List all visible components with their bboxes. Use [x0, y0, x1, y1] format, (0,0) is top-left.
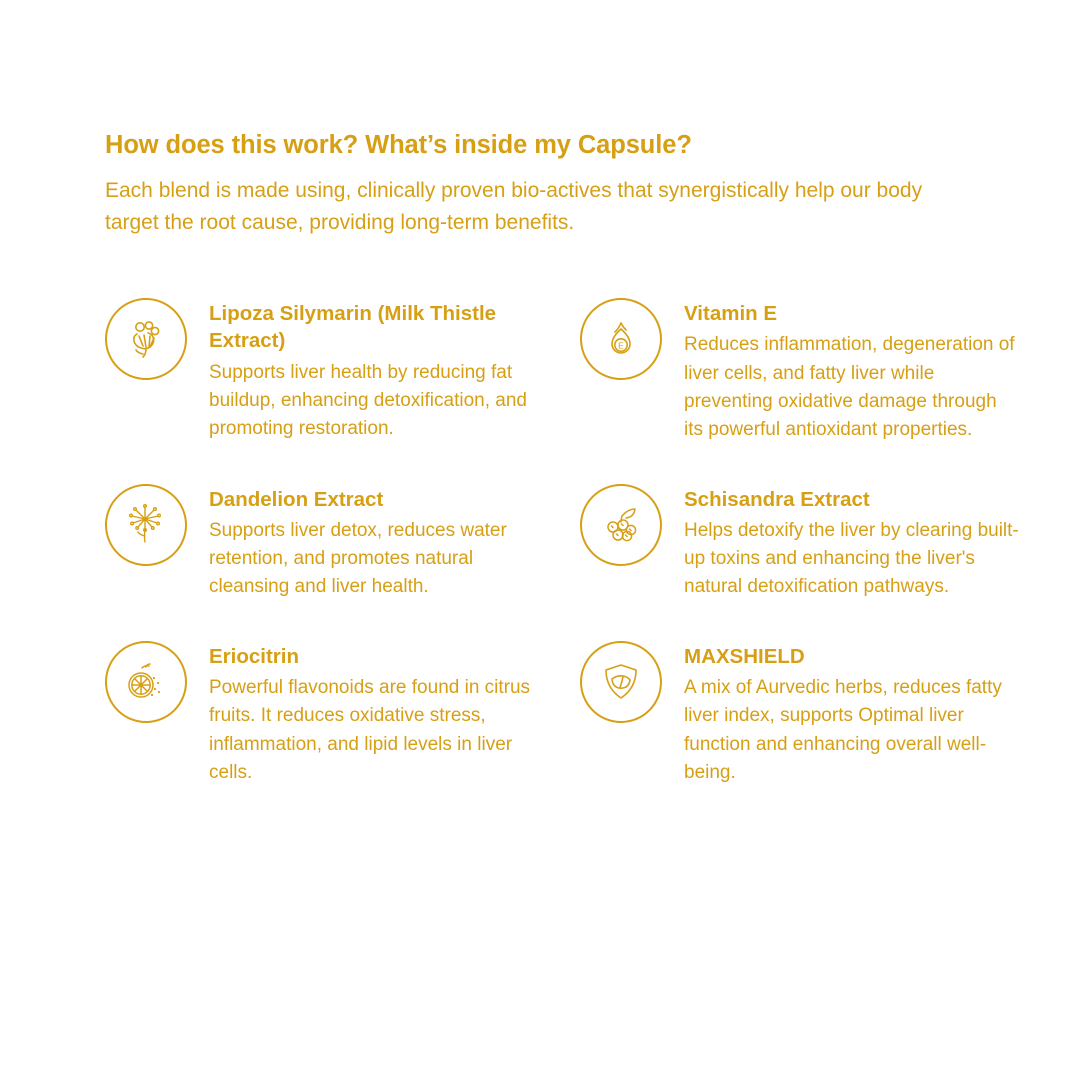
ingredient-item [105, 639, 560, 786]
ingredient-title: Eriocitrin [209, 645, 299, 669]
ingredient-text [684, 482, 1020, 601]
ingredient-description: Powerful flavonoids are found in citrus fruits. It reduces oxidative stress, inflammation, and lipid levels in liver cells. [209, 677, 531, 783]
ingredient-item [580, 639, 1020, 786]
shield-liver-icon [580, 641, 662, 723]
ingredient-title: Lipoza Silymarin (Milk Thistle Extract) [209, 302, 497, 353]
schisandra-berries-icon [580, 484, 662, 566]
ingredient-text [209, 296, 539, 442]
ingredient-title: Vitamin E [684, 302, 778, 326]
ingredient-description: Reduces inflammation, degeneration of liver cells, and fatty liver while preventing oxidative damage through its powerful antioxidant properties. [684, 334, 1015, 440]
ingredient-text [209, 482, 539, 601]
ingredient-item [105, 296, 560, 443]
ingredient-item [580, 482, 1020, 601]
milk-thistle-icon [105, 298, 187, 380]
ingredient-description: A mix of Aurvedic herbs, reduces fatty liver index, supports Optimal liver function and enhancing overall well-being. [684, 677, 1002, 783]
ingredient-title: MAXSHIELD [684, 645, 805, 669]
svg-text:E: E [618, 340, 624, 351]
ingredient-description: Helps detoxify the liver by clearing built-up toxins and enhancing the liver's natural detoxification pathways. [684, 519, 1019, 598]
dandelion-icon [105, 484, 187, 566]
ingredient-item [105, 482, 560, 601]
citrus-slice-icon [105, 641, 187, 723]
ingredient-grid [105, 296, 1019, 786]
ingredient-title: Dandelion Extract [209, 487, 384, 511]
page-title: How does this work? What’s inside my Capsule? [105, 131, 692, 159]
ingredient-text [684, 639, 1020, 786]
ingredient-text [209, 639, 539, 786]
ingredient-item [580, 296, 1020, 443]
ingredient-description: Supports liver detox, reduces water retention, and promotes natural cleansing and liver health. [209, 519, 507, 598]
ingredient-title: Schisandra Extract [684, 487, 870, 511]
ingredient-text [684, 296, 1020, 443]
ingredient-description: Supports liver health by reducing fat buildup, enhancing detoxification, and promoting restoration. [209, 361, 527, 439]
vitamin-e-drop-icon [580, 298, 662, 380]
page-subtitle: Each blend is made using, clinically proven bio-actives that synergistically help our body target the root cause, providing long-term benefits. [105, 178, 923, 234]
